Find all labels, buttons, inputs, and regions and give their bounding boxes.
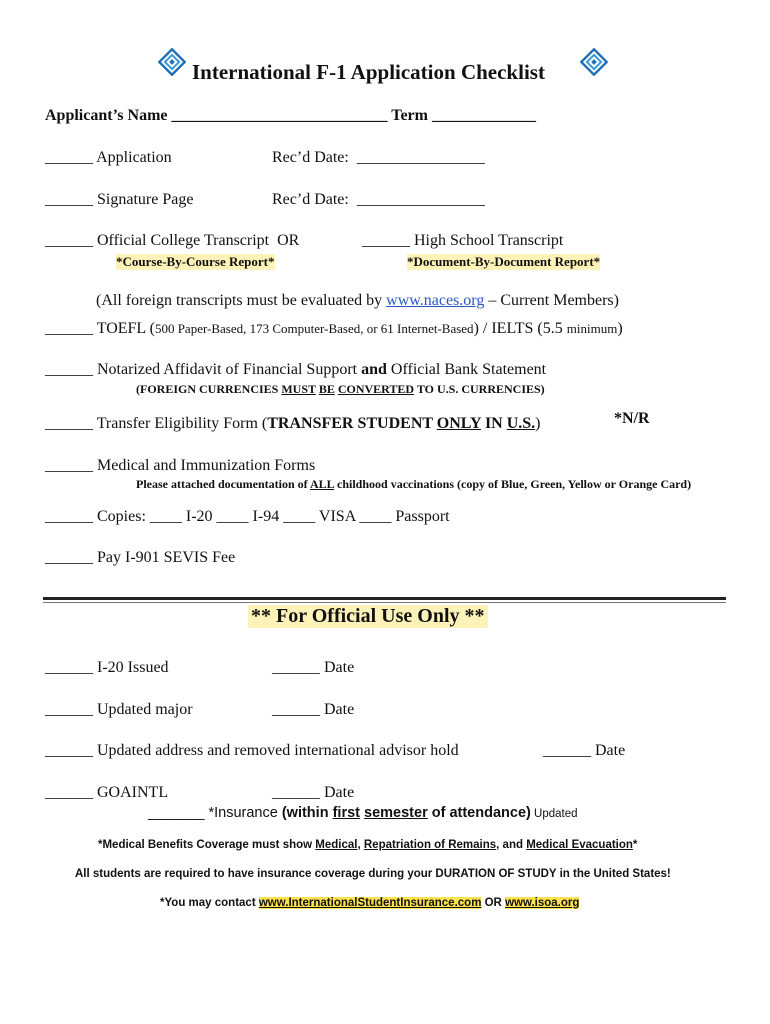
affidavit-and: and xyxy=(361,361,387,378)
divider-thin xyxy=(43,602,726,603)
i20-issued-row xyxy=(45,659,169,677)
foreign-transcript-note xyxy=(96,292,619,310)
date-blank[interactable]: ______ xyxy=(272,701,320,718)
checkbox-blank[interactable]: ______ xyxy=(45,742,93,759)
i20-issued-label: I-20 Issued xyxy=(97,659,169,676)
vaccination-note-end: childhood vaccinations (copy of Blue, Green, Yellow or Orange Card) xyxy=(334,477,692,491)
or-label: OR xyxy=(277,232,300,249)
course-by-course-note: *Course-By-Course Report* xyxy=(116,254,275,269)
copies-label: Copies: xyxy=(97,508,146,525)
coverage-end: * xyxy=(632,839,638,851)
copies-row xyxy=(45,508,450,526)
insurance-semester: semester xyxy=(364,805,428,821)
checkbox-blank[interactable]: ______ xyxy=(45,320,93,337)
date-blank[interactable]: ______ xyxy=(543,742,591,759)
visa-copy-blank[interactable]: ____ xyxy=(283,508,316,525)
recd-date-field[interactable]: ________________ xyxy=(356,149,485,166)
passport-copy-blank[interactable]: ____ xyxy=(359,508,392,525)
updated-major-row xyxy=(45,701,193,719)
not-required-mark: *N/R xyxy=(614,410,650,427)
date-blank[interactable]: ______ xyxy=(272,784,320,801)
date-label: Date xyxy=(324,701,355,718)
recd-date-field[interactable]: ________________ xyxy=(356,191,485,208)
insurance-row xyxy=(148,805,578,821)
toefl-row xyxy=(45,320,623,338)
transcript-row xyxy=(45,232,299,250)
application-recd xyxy=(272,149,485,167)
signature-recd xyxy=(272,191,485,209)
contact-or: OR xyxy=(481,897,506,909)
currency-note-be: BE xyxy=(318,382,335,396)
coverage-evacuation: Medical Evacuation xyxy=(526,839,633,851)
i20-copy-label: I-20 xyxy=(185,508,213,525)
sevis-row xyxy=(45,549,235,567)
toefl-label: TOEFL ( xyxy=(96,320,155,337)
checkbox-blank[interactable]: ______ xyxy=(45,191,93,208)
naces-link[interactable]: www.naces.org xyxy=(386,292,485,309)
bank-statement-label: Official Bank Statement xyxy=(386,361,547,378)
application-row xyxy=(45,149,172,167)
recd-date-label: Rec’d Date: xyxy=(272,149,349,166)
term-field[interactable]: _____________ xyxy=(431,107,536,124)
signature-row xyxy=(45,191,193,209)
i20-copy-blank[interactable]: ____ xyxy=(149,508,182,525)
document-by-document-note: *Document-By-Document Report* xyxy=(407,254,601,269)
goaintl-row xyxy=(45,784,168,802)
applicant-header xyxy=(45,107,536,125)
application-label: Application xyxy=(96,149,172,166)
transfer-label: Transfer Eligibility Form ( xyxy=(96,415,268,432)
currency-note-end: TO U.S. CURRENCIES) xyxy=(414,382,545,396)
currency-note-text: (FOREIGN CURRENCIES xyxy=(136,382,282,396)
insurance-first: first xyxy=(332,805,360,821)
transfer-student: TRANSFER STUDENT xyxy=(267,415,437,432)
vaccination-note xyxy=(136,477,691,492)
updated-address-date xyxy=(543,742,625,760)
i94-copy-blank[interactable]: ____ xyxy=(216,508,249,525)
checkbox-blank[interactable]: ______ xyxy=(45,149,93,166)
checkbox-blank[interactable]: ______ xyxy=(45,549,93,566)
goaintl-date xyxy=(272,784,354,802)
sevis-label: Pay I-901 SEVIS Fee xyxy=(97,549,236,566)
applicant-name-field[interactable]: ___________________________ xyxy=(171,107,388,124)
checkbox-blank[interactable]: ______ xyxy=(45,659,93,676)
date-label: Date xyxy=(595,742,626,759)
affidavit-label: Notarized Affidavit of Financial Support xyxy=(97,361,362,378)
visa-copy-label: VISA xyxy=(318,508,356,525)
contact-note xyxy=(160,897,579,909)
insurance-label: *Insurance xyxy=(204,805,282,821)
currency-note xyxy=(136,382,545,397)
updated-major-date xyxy=(272,701,354,719)
checkbox-blank[interactable]: ______ xyxy=(45,232,93,249)
insurance-updated: Updated xyxy=(530,808,578,820)
coverage-text: *Medical Benefits Coverage must show xyxy=(98,839,316,851)
official-use-banner: ** For Official Use Only ** xyxy=(248,605,488,628)
logo-icon-right xyxy=(580,48,608,76)
updated-address-row xyxy=(45,742,459,760)
recd-date-label: Rec’d Date: xyxy=(272,191,349,208)
hs-transcript-row xyxy=(362,232,563,250)
foreign-note-text: (All foreign transcripts must be evaluated by xyxy=(96,292,387,309)
contact-text: *You may contact xyxy=(160,897,259,909)
date-label: Date xyxy=(324,659,355,676)
coverage-comma: , xyxy=(357,839,364,851)
passport-copy-label: Passport xyxy=(395,508,450,525)
applicant-name-label: Applicant’s Name xyxy=(45,107,168,124)
page-title: International F-1 Application Checklist xyxy=(192,60,545,84)
currency-note-must: MUST xyxy=(281,382,316,396)
date-blank[interactable]: ______ xyxy=(272,659,320,676)
checkbox-blank[interactable]: ______ xyxy=(45,784,93,801)
affidavit-row xyxy=(45,361,546,379)
coverage-medical: Medical xyxy=(315,839,358,851)
isoa-link[interactable]: www.isoa.org xyxy=(505,897,580,909)
vaccination-note-text: Please attached documentation of xyxy=(136,477,310,491)
date-label: Date xyxy=(324,784,355,801)
transfer-in: IN xyxy=(480,415,507,432)
transfer-us: U.S. xyxy=(506,415,536,432)
toefl-scores: 500 Paper-Based, 173 Computer-Based, or 61 Internet-Based xyxy=(154,321,474,336)
medical-label: Medical and Immunization Forms xyxy=(97,457,316,474)
coverage-and: , and xyxy=(496,839,527,851)
currency-note-converted: CONVERTED xyxy=(337,382,415,396)
updated-major-label: Updated major xyxy=(97,701,193,718)
transfer-only: ONLY xyxy=(436,415,481,432)
foreign-note-text-end: – Current Members) xyxy=(484,292,619,309)
checkbox-blank[interactable]: ______ xyxy=(45,457,93,474)
checkbox-blank[interactable]: ______ xyxy=(45,361,93,378)
ielts-label: ) / IELTS (5.5 xyxy=(473,320,567,337)
insurance-blank[interactable]: _______ xyxy=(148,805,205,821)
checkbox-blank[interactable]: ______ xyxy=(45,415,93,432)
medical-row xyxy=(45,457,315,475)
divider-thick xyxy=(43,597,726,600)
transfer-row xyxy=(45,415,541,433)
goaintl-label: GOAINTL xyxy=(97,784,169,801)
coverage-repatriation: Repatriation of Remains xyxy=(363,839,497,851)
international-student-insurance-link[interactable]: www.InternationalStudentInsurance.com xyxy=(258,897,482,909)
checkbox-blank[interactable]: ______ xyxy=(362,232,410,249)
checkbox-blank[interactable]: ______ xyxy=(45,508,93,525)
ielts-minimum: minimum xyxy=(566,321,618,336)
college-transcript-label: Official College Transcript xyxy=(97,232,270,249)
vaccination-note-all: ALL xyxy=(309,477,334,491)
signature-label: Signature Page xyxy=(97,191,194,208)
insurance-attendance: of attendance) xyxy=(427,805,531,821)
checkbox-blank[interactable]: ______ xyxy=(45,701,93,718)
logo-icon-left xyxy=(158,48,186,76)
coverage-note xyxy=(98,839,637,851)
updated-address-label: Updated address and removed international advisor hold xyxy=(97,742,459,759)
transfer-close: ) xyxy=(535,415,541,432)
hs-transcript-label: High School Transcript xyxy=(414,232,564,249)
insurance-within: (within xyxy=(281,805,333,821)
term-label: Term xyxy=(391,107,428,124)
insurance-required-note: All students are required to have insurance coverage during your DURATION OF STUDY in the United States! xyxy=(75,868,671,880)
toefl-close: ) xyxy=(617,320,623,337)
i94-copy-label: I-94 xyxy=(252,508,280,525)
i20-issued-date xyxy=(272,659,354,677)
